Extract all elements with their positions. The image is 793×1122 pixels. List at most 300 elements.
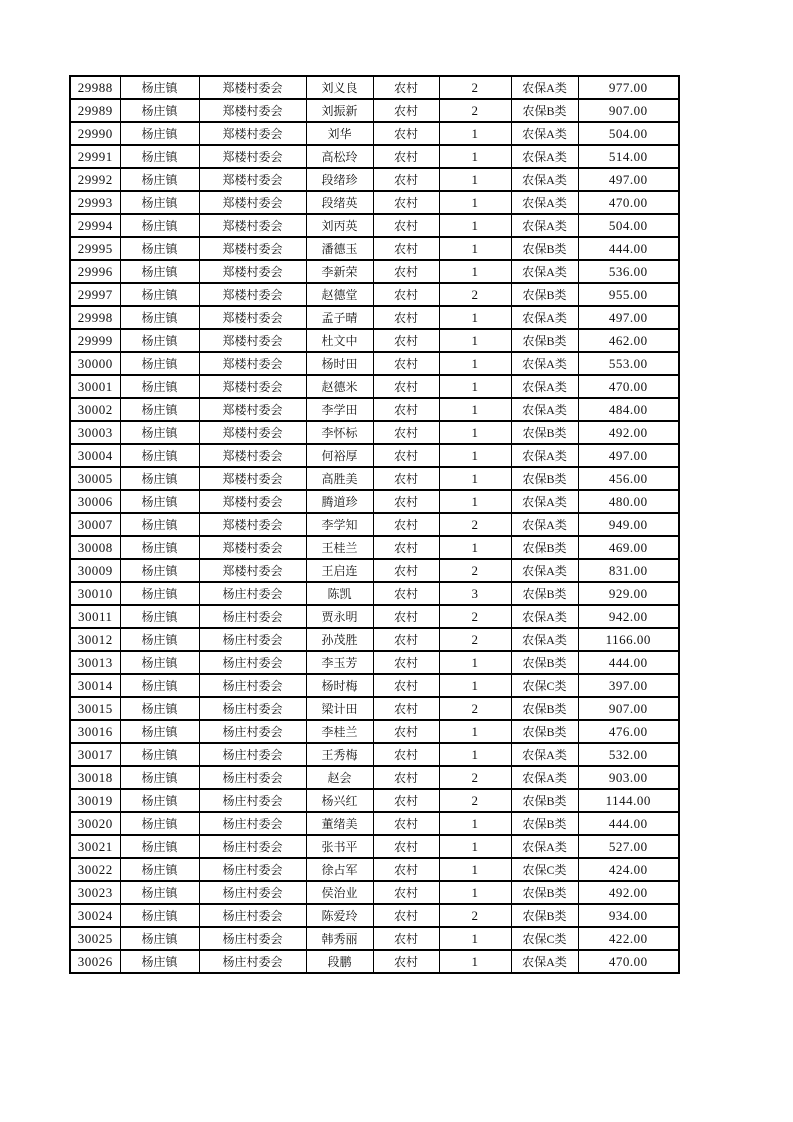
cell-residence-type: 农村 [373, 444, 439, 467]
table-row [70, 812, 679, 835]
table-row [70, 421, 679, 444]
cell-residence-type: 农村 [373, 237, 439, 260]
table-row [70, 835, 679, 858]
cell-amount: 470.00 [578, 375, 679, 398]
cell-village-committee: 郑楼村委会 [199, 467, 306, 490]
cell-insurance-class: 农保A类 [511, 76, 578, 99]
cell-residence-type: 农村 [373, 99, 439, 122]
cell-residence-type: 农村 [373, 651, 439, 674]
cell-person-count: 3 [439, 582, 511, 605]
cell-amount: 907.00 [578, 697, 679, 720]
cell-village-committee: 杨庄村委会 [199, 605, 306, 628]
table-row [70, 697, 679, 720]
cell-insurance-class: 农保A类 [511, 766, 578, 789]
cell-amount: 470.00 [578, 950, 679, 973]
cell-record-no: 30005 [70, 467, 120, 490]
cell-town: 杨庄镇 [120, 720, 199, 743]
cell-residence-type: 农村 [373, 421, 439, 444]
cell-village-committee: 杨庄村委会 [199, 743, 306, 766]
cell-person-count: 1 [439, 651, 511, 674]
table-row [70, 858, 679, 881]
cell-amount: 476.00 [578, 720, 679, 743]
cell-village-committee: 郑楼村委会 [199, 398, 306, 421]
cell-village-committee: 郑楼村委会 [199, 329, 306, 352]
table-row [70, 536, 679, 559]
cell-amount: 1144.00 [578, 789, 679, 812]
cell-record-no: 30012 [70, 628, 120, 651]
cell-person-name: 杨兴红 [306, 789, 373, 812]
cell-amount: 422.00 [578, 927, 679, 950]
cell-amount: 514.00 [578, 145, 679, 168]
cell-insurance-class: 农保A类 [511, 513, 578, 536]
cell-amount: 484.00 [578, 398, 679, 421]
cell-person-name: 杨时梅 [306, 674, 373, 697]
cell-town: 杨庄镇 [120, 743, 199, 766]
cell-insurance-class: 农保A类 [511, 950, 578, 973]
cell-residence-type: 农村 [373, 122, 439, 145]
cell-amount: 470.00 [578, 191, 679, 214]
cell-town: 杨庄镇 [120, 513, 199, 536]
cell-residence-type: 农村 [373, 283, 439, 306]
cell-village-committee: 杨庄村委会 [199, 904, 306, 927]
cell-amount: 536.00 [578, 260, 679, 283]
cell-town: 杨庄镇 [120, 99, 199, 122]
cell-record-no: 29992 [70, 168, 120, 191]
cell-town: 杨庄镇 [120, 191, 199, 214]
cell-insurance-class: 农保B类 [511, 99, 578, 122]
cell-town: 杨庄镇 [120, 950, 199, 973]
table-row [70, 444, 679, 467]
cell-town: 杨庄镇 [120, 559, 199, 582]
cell-amount: 949.00 [578, 513, 679, 536]
cell-record-no: 30008 [70, 536, 120, 559]
cell-record-no: 29995 [70, 237, 120, 260]
cell-village-committee: 郑楼村委会 [199, 421, 306, 444]
table-body [70, 76, 679, 973]
cell-record-no: 30004 [70, 444, 120, 467]
cell-person-name: 陈凯 [306, 582, 373, 605]
cell-insurance-class: 农保B类 [511, 720, 578, 743]
cell-person-count: 1 [439, 927, 511, 950]
cell-record-no: 30009 [70, 559, 120, 582]
cell-amount: 444.00 [578, 237, 679, 260]
cell-town: 杨庄镇 [120, 697, 199, 720]
cell-person-name: 赵德米 [306, 375, 373, 398]
cell-record-no: 29998 [70, 306, 120, 329]
cell-person-name: 李学田 [306, 398, 373, 421]
cell-person-name: 董绪美 [306, 812, 373, 835]
cell-residence-type: 农村 [373, 789, 439, 812]
cell-person-count: 1 [439, 122, 511, 145]
cell-town: 杨庄镇 [120, 145, 199, 168]
cell-person-count: 2 [439, 76, 511, 99]
cell-person-name: 刘华 [306, 122, 373, 145]
cell-record-no: 30023 [70, 881, 120, 904]
table-row [70, 490, 679, 513]
cell-person-count: 2 [439, 99, 511, 122]
cell-village-committee: 郑楼村委会 [199, 306, 306, 329]
cell-record-no: 29996 [70, 260, 120, 283]
table-row [70, 743, 679, 766]
cell-amount: 444.00 [578, 812, 679, 835]
cell-insurance-class: 农保A类 [511, 628, 578, 651]
cell-amount: 977.00 [578, 76, 679, 99]
cell-village-committee: 杨庄村委会 [199, 835, 306, 858]
cell-amount: 1166.00 [578, 628, 679, 651]
cell-person-name: 刘丙英 [306, 214, 373, 237]
cell-residence-type: 农村 [373, 858, 439, 881]
cell-residence-type: 农村 [373, 375, 439, 398]
table-row [70, 582, 679, 605]
table-row [70, 237, 679, 260]
cell-village-committee: 杨庄村委会 [199, 789, 306, 812]
cell-insurance-class: 农保A类 [511, 559, 578, 582]
cell-amount: 444.00 [578, 651, 679, 674]
cell-town: 杨庄镇 [120, 260, 199, 283]
cell-town: 杨庄镇 [120, 582, 199, 605]
cell-person-count: 1 [439, 881, 511, 904]
cell-person-count: 1 [439, 444, 511, 467]
cell-record-no: 30001 [70, 375, 120, 398]
cell-person-name: 腾道珍 [306, 490, 373, 513]
cell-person-name: 潘德玉 [306, 237, 373, 260]
cell-person-name: 杨时田 [306, 352, 373, 375]
cell-person-name: 李新荣 [306, 260, 373, 283]
cell-person-count: 1 [439, 352, 511, 375]
cell-amount: 527.00 [578, 835, 679, 858]
cell-town: 杨庄镇 [120, 421, 199, 444]
cell-village-committee: 郑楼村委会 [199, 375, 306, 398]
cell-town: 杨庄镇 [120, 858, 199, 881]
cell-person-count: 1 [439, 191, 511, 214]
cell-amount: 903.00 [578, 766, 679, 789]
cell-residence-type: 农村 [373, 950, 439, 973]
cell-town: 杨庄镇 [120, 352, 199, 375]
cell-village-committee: 杨庄村委会 [199, 628, 306, 651]
cell-person-count: 2 [439, 766, 511, 789]
cell-insurance-class: 农保A类 [511, 835, 578, 858]
cell-town: 杨庄镇 [120, 812, 199, 835]
cell-amount: 504.00 [578, 214, 679, 237]
cell-residence-type: 农村 [373, 536, 439, 559]
cell-insurance-class: 农保B类 [511, 812, 578, 835]
cell-village-committee: 郑楼村委会 [199, 260, 306, 283]
cell-person-count: 2 [439, 283, 511, 306]
cell-residence-type: 农村 [373, 835, 439, 858]
cell-person-count: 1 [439, 858, 511, 881]
cell-record-no: 30014 [70, 674, 120, 697]
cell-person-name: 王启连 [306, 559, 373, 582]
cell-insurance-class: 农保B类 [511, 329, 578, 352]
cell-record-no: 30002 [70, 398, 120, 421]
cell-insurance-class: 农保A类 [511, 191, 578, 214]
cell-person-name: 刘义良 [306, 76, 373, 99]
cell-village-committee: 郑楼村委会 [199, 191, 306, 214]
cell-record-no: 30007 [70, 513, 120, 536]
table-row [70, 904, 679, 927]
cell-insurance-class: 农保B类 [511, 651, 578, 674]
table-row [70, 306, 679, 329]
cell-town: 杨庄镇 [120, 467, 199, 490]
cell-amount: 929.00 [578, 582, 679, 605]
cell-insurance-class: 农保A类 [511, 352, 578, 375]
cell-insurance-class: 农保B类 [511, 421, 578, 444]
cell-residence-type: 农村 [373, 605, 439, 628]
cell-village-committee: 郑楼村委会 [199, 536, 306, 559]
table-row [70, 122, 679, 145]
cell-record-no: 30021 [70, 835, 120, 858]
cell-amount: 497.00 [578, 168, 679, 191]
cell-village-committee: 郑楼村委会 [199, 76, 306, 99]
cell-amount: 955.00 [578, 283, 679, 306]
cell-village-committee: 郑楼村委会 [199, 283, 306, 306]
cell-village-committee: 郑楼村委会 [199, 490, 306, 513]
cell-town: 杨庄镇 [120, 927, 199, 950]
cell-town: 杨庄镇 [120, 329, 199, 352]
cell-person-name: 李怀标 [306, 421, 373, 444]
cell-person-count: 2 [439, 904, 511, 927]
cell-village-committee: 郑楼村委会 [199, 352, 306, 375]
cell-insurance-class: 农保C类 [511, 927, 578, 950]
table-row [70, 628, 679, 651]
cell-town: 杨庄镇 [120, 651, 199, 674]
cell-record-no: 30020 [70, 812, 120, 835]
cell-insurance-class: 农保A类 [511, 605, 578, 628]
cell-person-name: 韩秀丽 [306, 927, 373, 950]
cell-record-no: 30015 [70, 697, 120, 720]
cell-person-name: 侯治业 [306, 881, 373, 904]
cell-residence-type: 农村 [373, 766, 439, 789]
cell-person-name: 王秀梅 [306, 743, 373, 766]
cell-town: 杨庄镇 [120, 605, 199, 628]
cell-record-no: 30025 [70, 927, 120, 950]
cell-amount: 532.00 [578, 743, 679, 766]
cell-village-committee: 杨庄村委会 [199, 697, 306, 720]
cell-residence-type: 农村 [373, 168, 439, 191]
cell-record-no: 30024 [70, 904, 120, 927]
cell-insurance-class: 农保A类 [511, 145, 578, 168]
cell-person-count: 1 [439, 812, 511, 835]
cell-record-no: 29990 [70, 122, 120, 145]
cell-town: 杨庄镇 [120, 766, 199, 789]
cell-insurance-class: 农保A类 [511, 375, 578, 398]
cell-village-committee: 郑楼村委会 [199, 168, 306, 191]
cell-person-count: 1 [439, 375, 511, 398]
cell-person-name: 梁计田 [306, 697, 373, 720]
cell-residence-type: 农村 [373, 720, 439, 743]
table-row [70, 375, 679, 398]
table-row [70, 260, 679, 283]
cell-person-name: 段绪珍 [306, 168, 373, 191]
cell-village-committee: 郑楼村委会 [199, 214, 306, 237]
cell-amount: 907.00 [578, 99, 679, 122]
cell-insurance-class: 农保A类 [511, 260, 578, 283]
cell-residence-type: 农村 [373, 697, 439, 720]
cell-residence-type: 农村 [373, 329, 439, 352]
table-row [70, 191, 679, 214]
cell-residence-type: 农村 [373, 904, 439, 927]
cell-village-committee: 郑楼村委会 [199, 513, 306, 536]
cell-village-committee: 郑楼村委会 [199, 122, 306, 145]
table-row [70, 467, 679, 490]
table-row [70, 513, 679, 536]
table-row [70, 145, 679, 168]
cell-insurance-class: 农保A类 [511, 306, 578, 329]
table-row [70, 881, 679, 904]
cell-village-committee: 杨庄村委会 [199, 927, 306, 950]
cell-town: 杨庄镇 [120, 375, 199, 398]
cell-amount: 831.00 [578, 559, 679, 582]
cell-person-count: 1 [439, 536, 511, 559]
cell-person-name: 段鹏 [306, 950, 373, 973]
cell-residence-type: 农村 [373, 214, 439, 237]
cell-record-no: 29993 [70, 191, 120, 214]
cell-residence-type: 农村 [373, 191, 439, 214]
cell-person-count: 1 [439, 168, 511, 191]
cell-town: 杨庄镇 [120, 881, 199, 904]
cell-insurance-class: 农保A类 [511, 168, 578, 191]
cell-person-name: 徐占军 [306, 858, 373, 881]
cell-person-name: 高松玲 [306, 145, 373, 168]
cell-person-count: 1 [439, 329, 511, 352]
cell-amount: 492.00 [578, 421, 679, 444]
cell-insurance-class: 农保C类 [511, 858, 578, 881]
cell-person-name: 刘振新 [306, 99, 373, 122]
table-row [70, 674, 679, 697]
cell-person-count: 2 [439, 513, 511, 536]
cell-town: 杨庄镇 [120, 444, 199, 467]
cell-amount: 553.00 [578, 352, 679, 375]
cell-town: 杨庄镇 [120, 835, 199, 858]
cell-town: 杨庄镇 [120, 674, 199, 697]
cell-residence-type: 农村 [373, 467, 439, 490]
cell-town: 杨庄镇 [120, 904, 199, 927]
cell-village-committee: 郑楼村委会 [199, 237, 306, 260]
table-row [70, 766, 679, 789]
table-row [70, 398, 679, 421]
cell-town: 杨庄镇 [120, 237, 199, 260]
cell-residence-type: 农村 [373, 628, 439, 651]
cell-town: 杨庄镇 [120, 789, 199, 812]
cell-town: 杨庄镇 [120, 306, 199, 329]
cell-record-no: 29988 [70, 76, 120, 99]
cell-insurance-class: 农保B类 [511, 283, 578, 306]
cell-person-count: 2 [439, 628, 511, 651]
cell-town: 杨庄镇 [120, 76, 199, 99]
cell-insurance-class: 农保A类 [511, 214, 578, 237]
cell-village-committee: 杨庄村委会 [199, 720, 306, 743]
cell-record-no: 29994 [70, 214, 120, 237]
cell-village-committee: 郑楼村委会 [199, 99, 306, 122]
table-row [70, 559, 679, 582]
cell-person-name: 王桂兰 [306, 536, 373, 559]
cell-person-name: 赵德堂 [306, 283, 373, 306]
table-row [70, 99, 679, 122]
table-row [70, 950, 679, 973]
cell-residence-type: 农村 [373, 260, 439, 283]
cell-residence-type: 农村 [373, 812, 439, 835]
cell-residence-type: 农村 [373, 306, 439, 329]
cell-insurance-class: 农保A类 [511, 743, 578, 766]
cell-record-no: 29999 [70, 329, 120, 352]
cell-person-count: 1 [439, 835, 511, 858]
cell-person-name: 赵会 [306, 766, 373, 789]
cell-person-count: 1 [439, 743, 511, 766]
cell-person-count: 2 [439, 559, 511, 582]
cell-amount: 942.00 [578, 605, 679, 628]
cell-town: 杨庄镇 [120, 536, 199, 559]
cell-residence-type: 农村 [373, 881, 439, 904]
cell-insurance-class: 农保B类 [511, 697, 578, 720]
cell-person-name: 孙茂胜 [306, 628, 373, 651]
cell-amount: 480.00 [578, 490, 679, 513]
cell-person-name: 张书平 [306, 835, 373, 858]
cell-village-committee: 杨庄村委会 [199, 651, 306, 674]
cell-village-committee: 郑楼村委会 [199, 559, 306, 582]
table-row [70, 651, 679, 674]
cell-insurance-class: 农保A类 [511, 398, 578, 421]
cell-person-count: 1 [439, 306, 511, 329]
cell-amount: 497.00 [578, 306, 679, 329]
cell-town: 杨庄镇 [120, 122, 199, 145]
cell-person-count: 1 [439, 950, 511, 973]
cell-town: 杨庄镇 [120, 398, 199, 421]
cell-person-name: 李学知 [306, 513, 373, 536]
cell-person-name: 何裕厚 [306, 444, 373, 467]
cell-person-count: 1 [439, 490, 511, 513]
cell-insurance-class: 农保B类 [511, 467, 578, 490]
cell-village-committee: 杨庄村委会 [199, 582, 306, 605]
cell-person-count: 1 [439, 145, 511, 168]
cell-insurance-class: 农保B类 [511, 904, 578, 927]
cell-insurance-class: 农保A类 [511, 490, 578, 513]
cell-person-name: 李玉芳 [306, 651, 373, 674]
cell-person-count: 1 [439, 720, 511, 743]
cell-person-name: 孟子晴 [306, 306, 373, 329]
cell-amount: 462.00 [578, 329, 679, 352]
cell-person-name: 高胜美 [306, 467, 373, 490]
cell-village-committee: 杨庄村委会 [199, 812, 306, 835]
cell-record-no: 30017 [70, 743, 120, 766]
cell-village-committee: 郑楼村委会 [199, 444, 306, 467]
table-row [70, 605, 679, 628]
cell-record-no: 30006 [70, 490, 120, 513]
cell-record-no: 30016 [70, 720, 120, 743]
cell-person-count: 1 [439, 237, 511, 260]
cell-record-no: 30013 [70, 651, 120, 674]
cell-insurance-class: 农保B类 [511, 881, 578, 904]
cell-residence-type: 农村 [373, 352, 439, 375]
cell-person-count: 2 [439, 789, 511, 812]
cell-village-committee: 杨庄村委会 [199, 674, 306, 697]
cell-person-count: 1 [439, 674, 511, 697]
cell-amount: 456.00 [578, 467, 679, 490]
cell-residence-type: 农村 [373, 674, 439, 697]
cell-record-no: 30003 [70, 421, 120, 444]
table-row [70, 927, 679, 950]
cell-record-no: 30010 [70, 582, 120, 605]
cell-record-no: 29997 [70, 283, 120, 306]
insurance-roster-table [69, 75, 680, 974]
cell-person-count: 1 [439, 214, 511, 237]
cell-person-count: 2 [439, 697, 511, 720]
cell-village-committee: 杨庄村委会 [199, 766, 306, 789]
cell-insurance-class: 农保C类 [511, 674, 578, 697]
cell-town: 杨庄镇 [120, 490, 199, 513]
cell-person-name: 贾永明 [306, 605, 373, 628]
cell-insurance-class: 农保B类 [511, 789, 578, 812]
table-row [70, 789, 679, 812]
